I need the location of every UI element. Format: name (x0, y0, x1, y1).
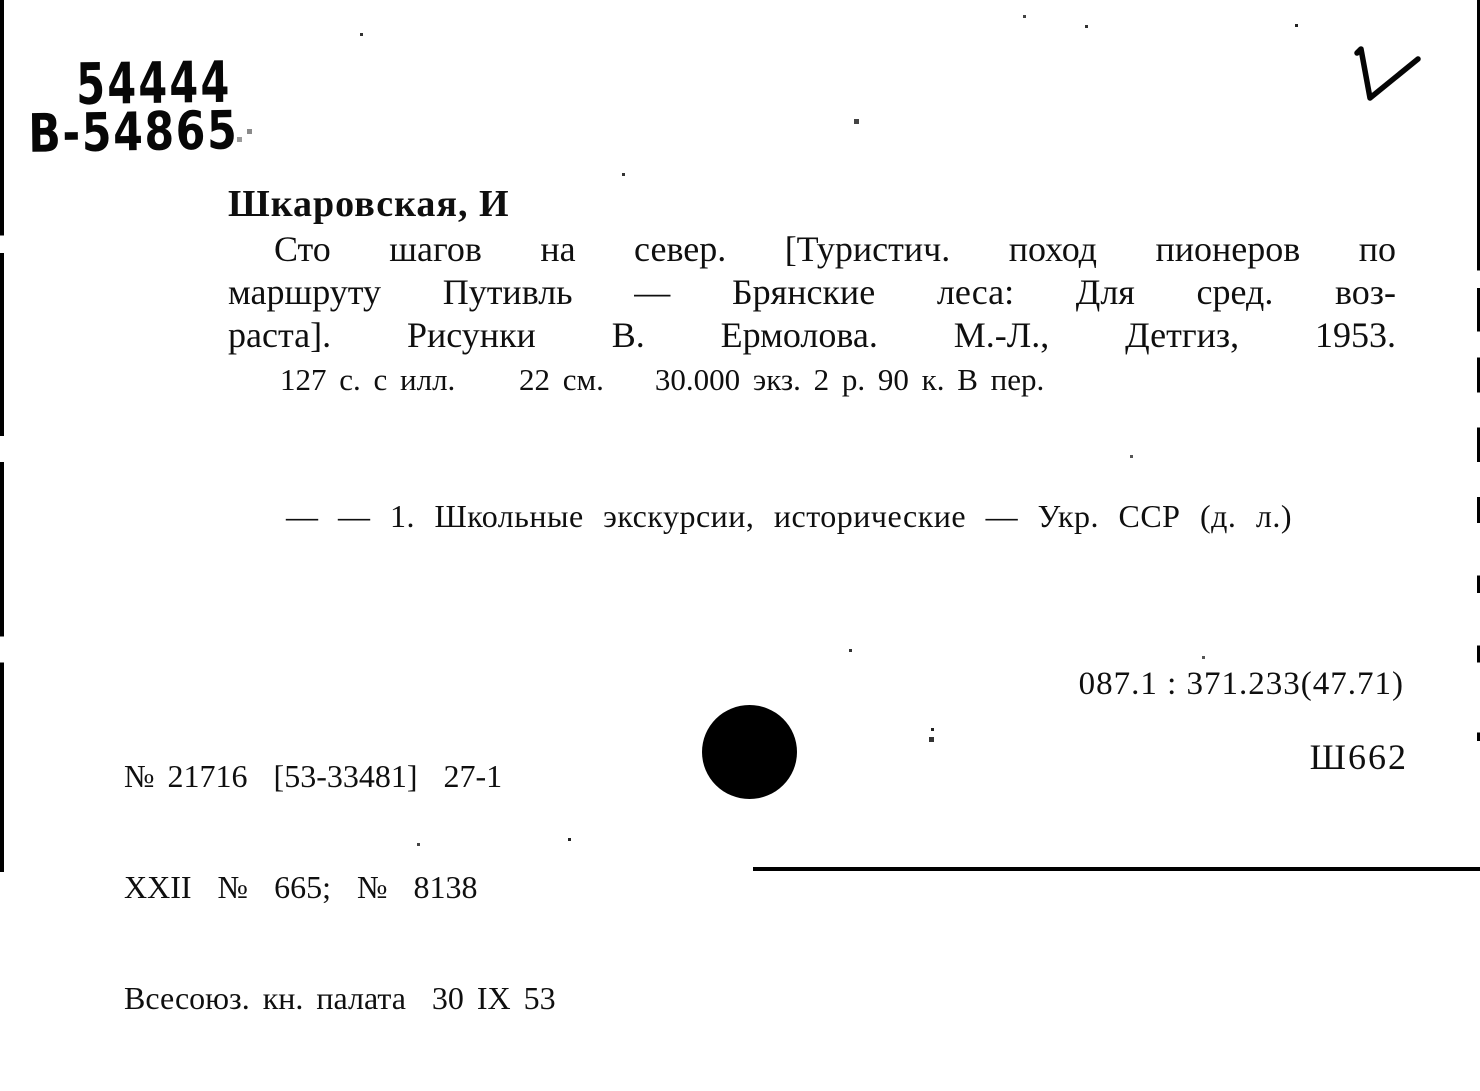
collation-line: 127 с. с илл. 22 см. 30.000 экз. 2 р. 90 к. В пер. (280, 362, 1045, 397)
registry-line-1: № 21716 [53-33481] 27-1 (124, 758, 503, 794)
registry-line-2: XXII № 665; № 8138 (124, 869, 478, 905)
punch-hole-icon (702, 705, 797, 799)
subject-tracing-line: — — 1. Школьные экскурсии, исторические — Укр. ССР (д. л.) (286, 498, 1293, 534)
title-line-3: раста]. Рисунки В. Ермолова. М.-Л., Детгиз, 1953. (228, 315, 1396, 355)
scan-noise-specks (0, 0, 3, 3)
handwritten-shelf-code: В-54865 (28, 100, 239, 166)
udc-classification-number: 087.1 : 371.233(47.71) (1078, 666, 1404, 702)
title-line-1: Сто шагов на север. [Туристич. поход пионеров по (274, 229, 1396, 269)
registry-block (124, 684, 556, 1091)
title-line-2: маршруту Путивль — Брянские леса: Для сред. воз- (228, 272, 1396, 312)
scan-edge-left (0, 0, 4, 872)
checkmark-icon (1336, 46, 1426, 108)
author-heading: Шкаровская, И (228, 183, 510, 225)
cutter-author-mark: Ш662 (1309, 737, 1408, 777)
scan-edge-bottom (753, 867, 1480, 871)
registry-line-3: Всесоюз. кн. палата 30 IX 53 (124, 980, 556, 1016)
handwritten-inventory-number: 54444 (76, 49, 232, 119)
